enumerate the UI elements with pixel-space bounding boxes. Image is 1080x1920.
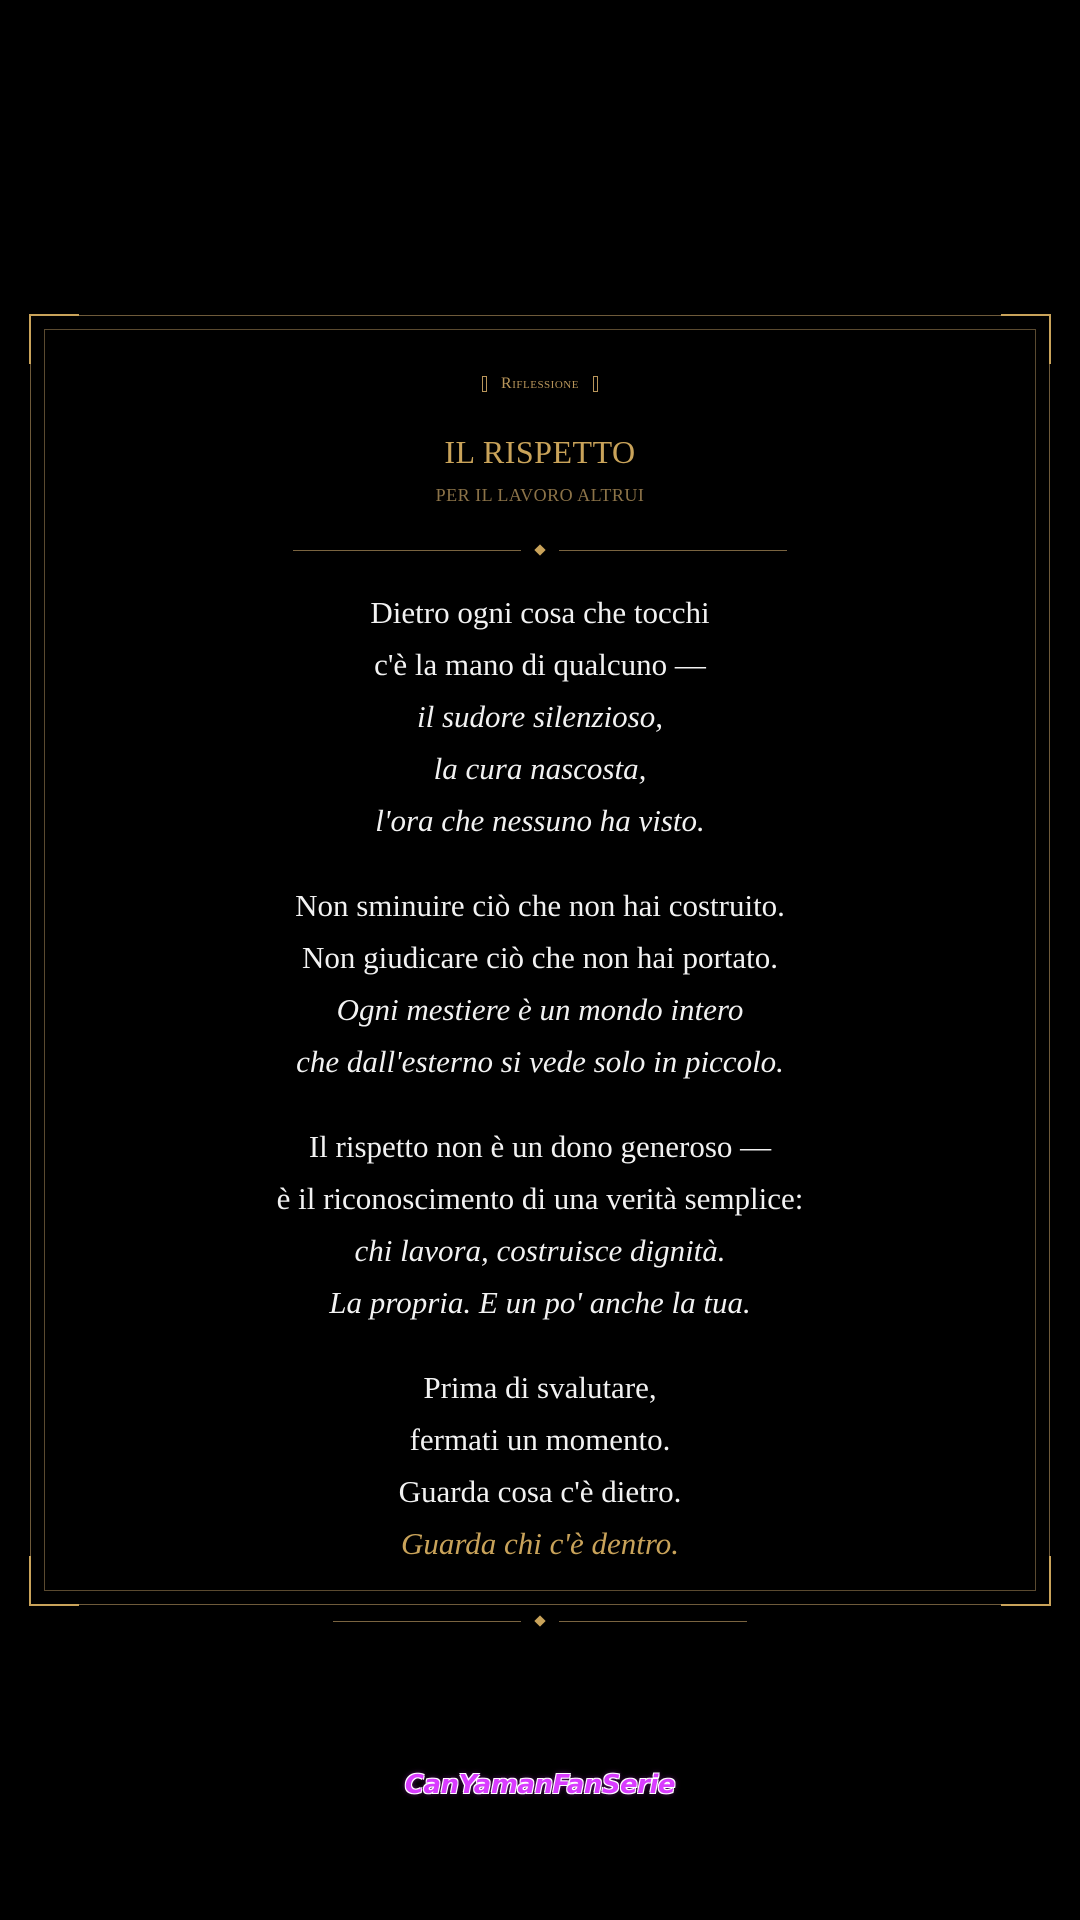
poem-line: Ogni mestiere è un mondo intero [336,992,744,1027]
divider-line [333,1621,521,1622]
top-divider [289,544,791,556]
corner-ornament-top-right [1001,314,1051,364]
poem-line: Guarda cosa c'è dietro. [398,1474,682,1509]
divider-line [559,1621,747,1622]
poem-line: La propria. E un po' anche la tua. [329,1285,751,1320]
stanza [0,880,1080,1088]
poem-line: fermati un momento. [409,1422,671,1457]
eyebrow-label: Riflessione [501,375,579,392]
eyebrow [0,372,1080,396]
poem-line: chi lavora, costruisce dignità. [354,1233,726,1268]
poem-line: c'è la mano di qualcuno — [374,647,706,682]
page-title: IL RISPETTO [444,434,636,470]
poem-line: è il riconoscimento di una verità semplice: [276,1181,804,1216]
brand-watermark: CanYamanFanSerie [404,1770,676,1800]
poem-line: Prima di svalutare, [423,1370,657,1405]
diamond-icon [534,544,545,555]
poem-line: Il rispetto non è un dono generoso — [308,1129,772,1164]
divider-line [293,550,521,551]
stanza [0,1362,1080,1570]
page-subtitle: PER IL LAVORO ALTRUI [435,485,645,505]
poem-line: Non sminuire ciò che non hai costruito. [295,888,785,923]
bracket-left-icon [482,376,487,392]
poem-line: Non giudicare ciò che non hai portato. [301,940,779,975]
poem-line: il sudore silenzioso, [416,699,663,734]
diamond-icon [534,1615,545,1626]
corner-ornament-top-left [29,314,79,364]
bracket-right-icon [593,376,598,392]
bottom-divider [329,1615,751,1627]
poem-line: la cura nascosta, [433,751,647,786]
poem [0,587,1080,1603]
poem-line: Guarda chi c'è dentro. [400,1526,680,1561]
stanza [0,587,1080,847]
poem-line: l'ora che nessuno ha visto. [375,803,705,838]
divider-line [559,550,787,551]
poem-line: Dietro ogni cosa che tocchi [370,595,710,630]
poem-line: che dall'esterno si vede solo in piccolo. [296,1044,784,1079]
stanza [0,1121,1080,1329]
